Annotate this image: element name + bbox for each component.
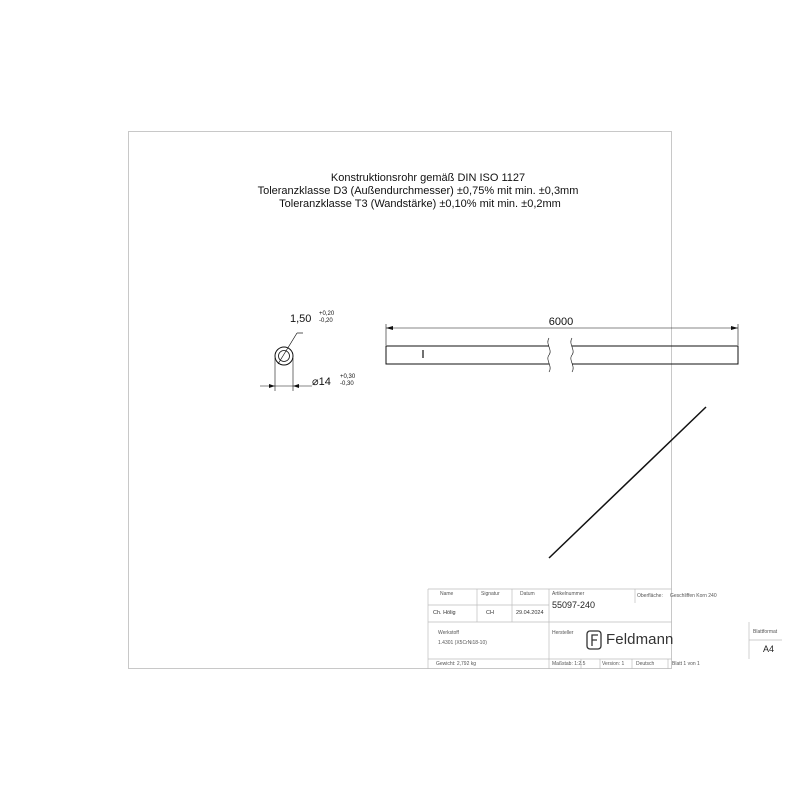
scale-value: Maßstab: 1:2.5 <box>552 661 586 667</box>
isometric-tube-view <box>549 407 706 558</box>
tube-outer-circle <box>275 347 293 365</box>
drafter-name: Ch. Hölig <box>433 610 456 616</box>
col-header-signature: Signatur <box>481 591 500 597</box>
sheet-number: Blatt 1 von 1 <box>672 661 700 667</box>
wall-tolerance-upper: +0,20 <box>319 311 335 317</box>
section-view-labels <box>290 311 356 388</box>
diameter-tolerance-lower: -0,30 <box>340 381 354 387</box>
diameter-tolerance-upper: +0,30 <box>340 374 356 380</box>
tube-body-right <box>572 346 738 364</box>
diameter-arrow-left <box>269 384 275 388</box>
material-value: 1.4301 (X5CrNi18-10) <box>438 640 487 646</box>
length-arrow-left <box>386 326 393 330</box>
diameter-value: ⌀14 <box>312 376 331 388</box>
drafter-signature: CH <box>486 610 494 616</box>
header-line-1: Konstruktionsrohr gemäß DIN ISO 1127 <box>330 172 526 184</box>
sheet-format-label: Blattformat <box>753 629 778 635</box>
article-number-label: Artikelnummer <box>552 591 585 597</box>
language-value: Deutsch <box>636 661 655 667</box>
length-value: 6000 <box>548 316 574 328</box>
weight-value: Gewicht: 2,792 kg <box>436 661 477 667</box>
length-arrow-right <box>731 326 738 330</box>
article-number-value: 55097-240 <box>552 600 596 610</box>
wall-tolerance-lower: -0,20 <box>319 318 333 324</box>
drawing-date: 29.04.2024 <box>516 610 544 616</box>
title-block-grid <box>428 589 782 669</box>
wall-thickness-value: 1,50 <box>290 313 312 325</box>
sheet-border <box>129 132 672 669</box>
diameter-arrow-right <box>293 384 299 388</box>
header-line-2: Toleranzklasse D3 (Außendurchmesser) ±0,75% mit min. ±0,3mm <box>257 185 579 197</box>
header-line-3: Toleranzklasse T3 (Wandstärke) ±0,10% mit min. ±0,2mm <box>279 198 561 210</box>
surface-label: Oberfläche: <box>637 593 663 599</box>
material-label: Werkstoff <box>438 630 459 636</box>
version-value: Version: 1 <box>602 661 625 667</box>
break-line-right <box>571 338 573 372</box>
side-view <box>386 324 738 372</box>
surface-value: Geschliffen Korn 240 <box>670 593 717 599</box>
sheet-format-value: A4 <box>763 644 775 654</box>
break-line-left <box>548 338 550 372</box>
feldmann-logo-mark <box>587 631 601 649</box>
wall-leader-line <box>278 333 297 364</box>
feldmann-logo-text: Feldmann <box>606 631 674 648</box>
col-header-name: Name <box>440 591 454 597</box>
col-header-date: Datum <box>520 591 535 597</box>
tube-body-left <box>386 346 549 364</box>
header-notes <box>258 172 579 210</box>
manufacturer-label: Hersteller <box>552 630 574 636</box>
section-view <box>260 333 312 391</box>
